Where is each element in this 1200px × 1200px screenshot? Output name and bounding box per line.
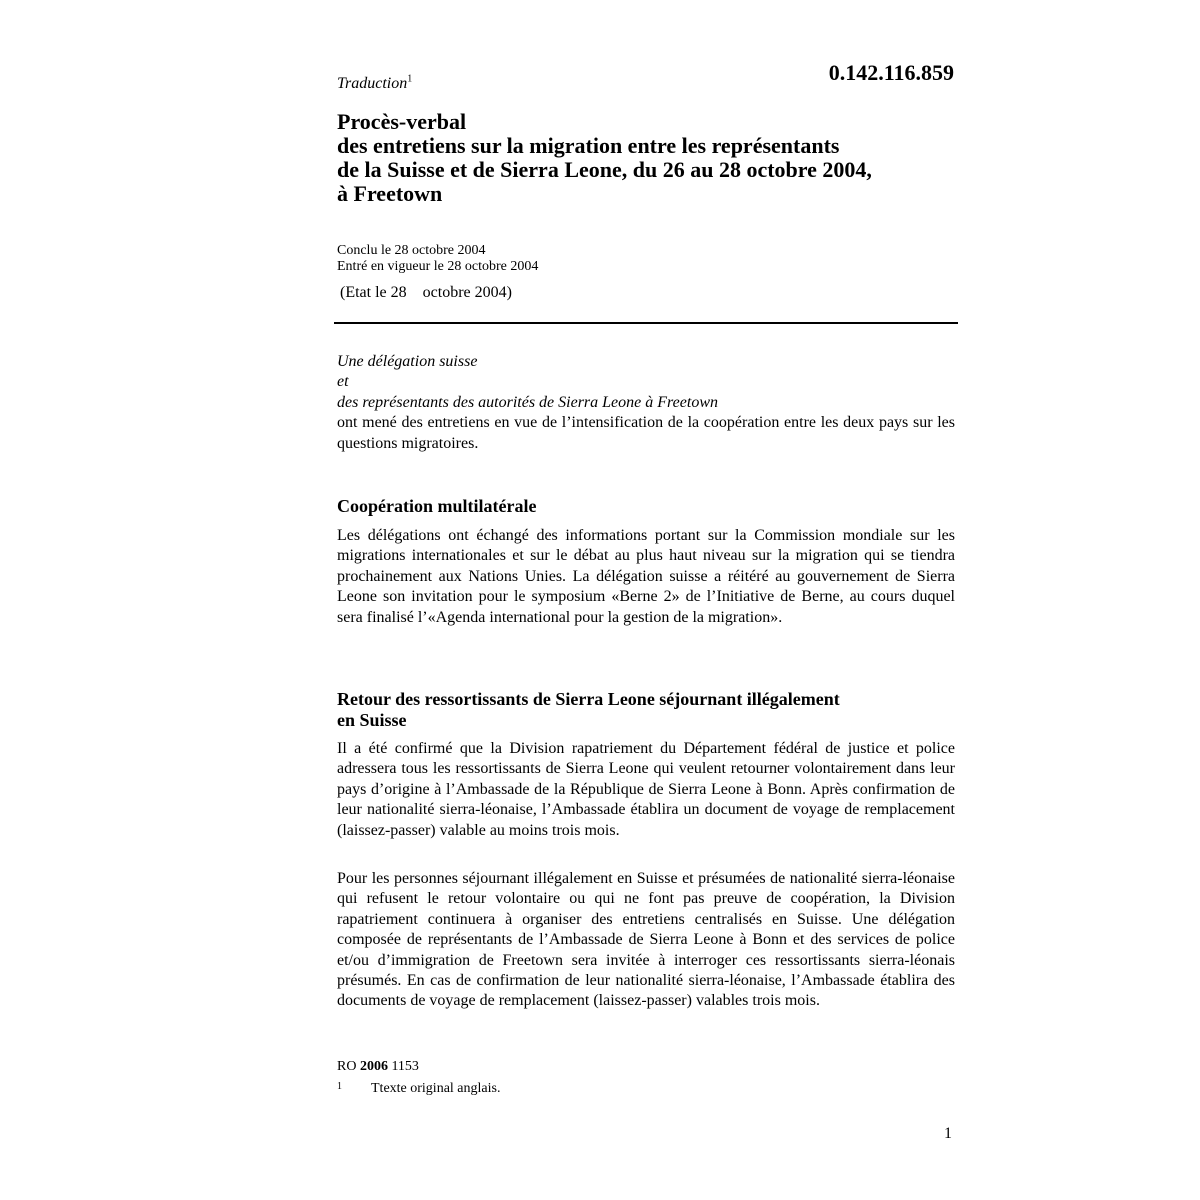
document-dates [337, 243, 538, 275]
footnote-reference: 1 [407, 73, 413, 85]
ro-year: 2006 [359, 1059, 388, 1074]
ro-page: 1153 [391, 1059, 419, 1074]
title-line: des entretiens sur la migration entre les représentants [337, 133, 840, 158]
title-line: à Freetown [337, 181, 443, 206]
preamble-conjunction: et [337, 373, 349, 391]
footnote-text: Ttexte original anglais. [371, 1081, 501, 1096]
ro-prefix: RO [337, 1059, 357, 1074]
section-paragraph [337, 869, 955, 1012]
official-compilation-reference [337, 1058, 419, 1076]
section-paragraph [337, 526, 955, 628]
entry-into-force-date: Entré en vigueur le 28 octobre 2004 [337, 259, 539, 274]
footnote [337, 1080, 500, 1098]
rs-number: 0.142.116.859 [828, 60, 954, 85]
section-heading-multilateral: Coopération multilatérale [337, 496, 537, 516]
heading-line: en Suisse [337, 710, 407, 730]
footnote-number: 1 [337, 1081, 342, 1092]
paragraph-text: Il a été confirmé que la Division rapatriement du Département fédéral de justice et police adressera tous les ressortissants de Sierra Leone qui veulent retourner volontairement dans leur pays d’origine à l’Ambassade de la République de Sierra Leone à Bonn. Après confirmation de leur nationalité sierra-léonaise, l’Ambassade établira un document de voyage de remplacement (laissez-passer) valable au moins trois mois. [337, 740, 955, 839]
horizontal-divider [334, 322, 958, 324]
preamble-text: ont mené des entretiens en vue de l’intensification de la coopération entre les deux pays sur les questions migratoires. [337, 414, 955, 452]
translation-label [337, 74, 412, 94]
concluded-date: Conclu le 28 octobre 2004 [337, 243, 486, 258]
paragraph-text: Pour les personnes séjournant illégalement en Suisse et présumées de nationalité sierra-léonaise qui refusent le retour volontaire ou qui ne font pas preuve de coopération, la Division rapatriement continuera à organiser des entretiens centralisés en Suisse. Une délégation composée de représentants de l’Ambassade de Sierra Leone à Bonn et des services de police et/ou d’immigration de Freetown sera invitée à interroger ces ressortissants sierra-léonais présumés. En cas de confirmation de leur nationalité sierra-léonaise, l’Ambassade établira des documents de voyage de remplacement (laissez-passer) valables trois mois. [337, 870, 955, 1010]
translation-text: Traduction [337, 75, 408, 92]
title-line: de la Suisse et de Sierra Leone, du 26 au 28 octobre 2004, [337, 157, 872, 182]
page-number: 1 [944, 1125, 952, 1142]
preamble-party-2: des représentants des autorités de Sierra Leone à Freetown [337, 393, 718, 411]
title-line: Procès-verbal [337, 109, 467, 134]
section-heading-return [337, 689, 955, 731]
document-title [337, 110, 977, 206]
status-date: (Etat le 28 octobre 2004) [340, 284, 512, 301]
heading-line: Retour des ressortissants de Sierra Leone séjournant illégalement [337, 689, 840, 709]
preamble [337, 352, 955, 454]
paragraph-text: Les délégations ont échangé des informations portant sur la Commission mondiale sur les migrations internationales et sur le débat au plus haut niveau sur la migration qui se tiendra prochainement aux Nations Unies. La délégation suisse a réitéré au gouvernement de Sierra Leone son invitation pour le symposium «Berne 2» de l’Initiative de Berne, au cours duquel sera finalisé l’«Agenda international pour la gestion de la migration». [337, 527, 955, 626]
section-paragraph [337, 739, 955, 841]
preamble-party-1: Une délégation suisse [337, 353, 478, 370]
